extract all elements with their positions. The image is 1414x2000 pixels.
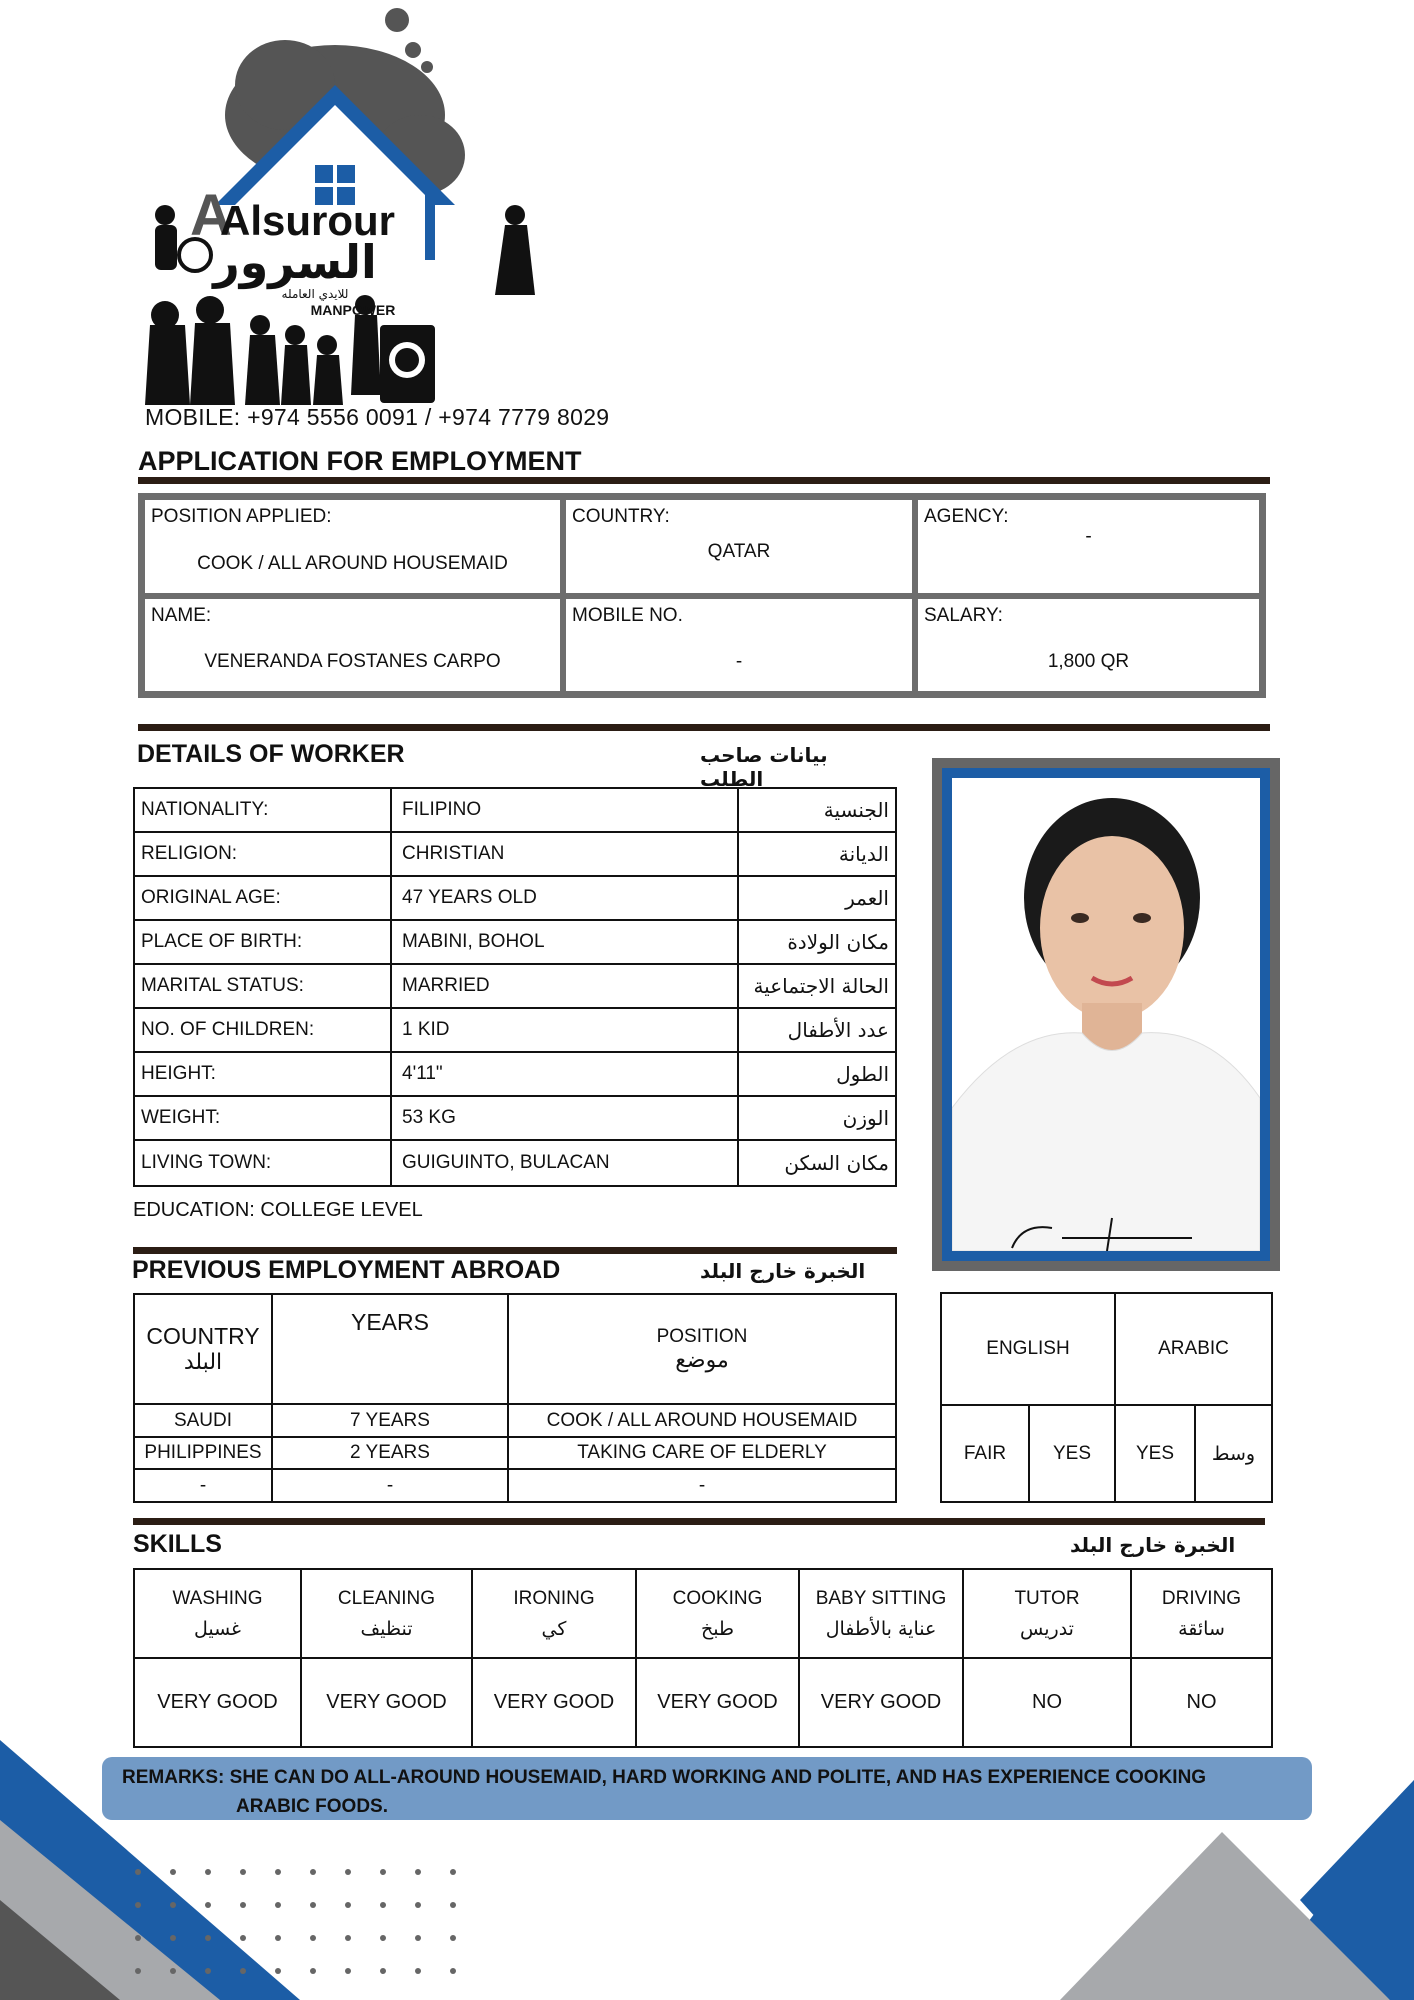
details-label-ar: الطول [738,1052,896,1096]
details-row [134,1140,896,1186]
dot [310,1935,316,1941]
previous-heading-ar: الخبرة خارج البلد [700,1259,866,1283]
dot [450,1968,456,1974]
previous-position: COOK / ALL AROUND HOUSEMAID [508,1404,896,1437]
details-label: NO. OF CHILDREN: [134,1008,391,1052]
page-title: APPLICATION FOR EMPLOYMENT [138,446,582,476]
dot [275,1902,281,1908]
dot [135,1869,141,1875]
skill-name: COOKING [672,1587,763,1609]
dot [240,1935,246,1941]
remarks-line2: ARABIC FOODS. [236,1796,388,1817]
skill-name-ar: تنظيف [360,1617,413,1640]
remarks-box [102,1757,1312,1820]
col-years: YEARS [272,1294,508,1404]
details-row [134,1096,896,1140]
dot [275,1935,281,1941]
details-label-ar: العمر [738,876,896,920]
col-position-ar: موضع [675,1347,729,1373]
skill-name: CLEANING [337,1587,436,1609]
dot [415,1935,421,1941]
logo-sub: MANPOWER [310,302,396,318]
details-row [134,832,896,876]
company-logo [135,5,555,405]
dot [310,1869,316,1875]
dot [450,1869,456,1875]
dot [380,1869,386,1875]
skill-name-ar: غسيل [193,1617,241,1640]
details-label: MARITAL STATUS: [134,964,391,1008]
skill-name-ar: عناية بالأطفال [825,1617,937,1640]
previous-country: - [134,1469,272,1502]
details-label: PLACE OF BIRTH: [134,920,391,964]
position-cell [142,497,563,596]
skill-name: BABY SITTING [815,1587,947,1609]
dot [205,1968,211,1974]
dot [415,1902,421,1908]
dot [135,1902,141,1908]
skill-name-cell [134,1569,301,1658]
details-label: RELIGION: [134,832,391,876]
dot [275,1869,281,1875]
arabic-level: وسط [1195,1405,1272,1502]
details-label-ar: الحالة الاجتماعية [738,964,896,1008]
skill-level: NO [963,1658,1131,1747]
english-level: FAIR [941,1405,1029,1502]
details-row [134,920,896,964]
dot [170,1935,176,1941]
dot [135,1935,141,1941]
dot [415,1869,421,1875]
dot [170,1902,176,1908]
country-label: COUNTRY: [572,506,670,527]
details-label: ORIGINAL AGE: [134,876,391,920]
logo-latin: Alsurour [220,197,396,244]
skills-heading: SKILLS [133,1530,222,1558]
languages-table [940,1292,1273,1503]
details-table [133,787,897,1187]
language-english: ENGLISH [941,1293,1115,1405]
position-value: COOK / ALL AROUND HOUSEMAID [197,552,508,574]
previous-position: - [508,1469,896,1502]
logo-arabic-sub: للايدي العامله [281,287,349,301]
details-value: 4'11" [391,1052,738,1096]
previous-row [134,1437,896,1470]
dot [240,1869,246,1875]
previous-heading: PREVIOUS EMPLOYMENT ABROAD [132,1256,561,1284]
dot [380,1902,386,1908]
skill-name-ar: تدريس [1020,1617,1074,1640]
name-cell [142,596,563,695]
details-label-ar: مكان السكن [738,1140,896,1186]
details-value: GUIGUINTO, BULACAN [391,1140,738,1186]
skill-name-cell [301,1569,472,1658]
previous-years: 2 YEARS [272,1437,508,1470]
details-label-ar: مكان الولادة [738,920,896,964]
dot [240,1902,246,1908]
details-row [134,964,896,1008]
skill-level: VERY GOOD [301,1658,472,1747]
dot-pattern [130,1860,470,2000]
skill-level: VERY GOOD [472,1658,636,1747]
dot [205,1935,211,1941]
dot [450,1902,456,1908]
worker-photo [952,778,1260,1251]
dot [380,1968,386,1974]
svg-text:A: A [190,183,232,248]
skill-name: TUTOR [1014,1587,1080,1609]
dot [345,1902,351,1908]
details-row [134,1052,896,1096]
details-value: CHRISTIAN [391,832,738,876]
previous-country: SAUDI [134,1404,272,1437]
dot [205,1902,211,1908]
details-label: NATIONALITY: [134,788,391,832]
arabic-yes: YES [1115,1405,1195,1502]
details-label: WEIGHT: [134,1096,391,1140]
previous-position: TAKING CARE OF ELDERLY [508,1437,896,1470]
details-label-ar: عدد الأطفال [738,1008,896,1052]
details-value: FILIPINO [391,788,738,832]
skill-name-cell [963,1569,1131,1658]
details-label-ar: الديانة [738,832,896,876]
col-position [508,1294,896,1404]
english-yes: YES [1029,1405,1115,1502]
details-value: 47 YEARS OLD [391,876,738,920]
skill-name-ar: كي [541,1617,567,1640]
dot [240,1968,246,1974]
details-value: 1 KID [391,1008,738,1052]
col-country-ar: البلد [183,1350,223,1376]
previous-row [134,1469,896,1502]
details-label-ar: الجنسية [738,788,896,832]
dot [345,1935,351,1941]
details-heading-ar: بيانات صاحب الطلب [700,743,828,791]
application-summary-table [138,493,1266,698]
skill-name-ar: سائقة [1178,1617,1225,1640]
skill-level: VERY GOOD [799,1658,963,1747]
dot [310,1968,316,1974]
col-country [134,1294,272,1404]
skill-level: NO [1131,1658,1272,1747]
details-row [134,876,896,920]
details-value: MARRIED [391,964,738,1008]
skill-name: WASHING [172,1587,263,1609]
dot [170,1968,176,1974]
skill-name-cell [799,1569,963,1658]
details-label-ar: الوزن [738,1096,896,1140]
previous-employment-table [133,1293,897,1503]
dot [310,1902,316,1908]
skill-name: IRONING [513,1587,595,1609]
dot [345,1869,351,1875]
previous-rule [133,1247,897,1254]
position-label: POSITION APPLIED: [151,506,332,527]
dot [135,1968,141,1974]
dot [275,1968,281,1974]
remarks-line1: REMARKS: SHE CAN DO ALL-AROUND HOUSEMAID, HARD WORKING AND POLITE, AND HAS EXPERIENCE COOKING [122,1767,1207,1788]
skill-level: VERY GOOD [636,1658,799,1747]
salary-label: SALARY: [924,604,1003,626]
previous-years: 7 YEARS [272,1404,508,1437]
mobile-label: MOBILE NO. [572,604,683,626]
skill-name: DRIVING [1161,1587,1242,1609]
skill-name-cell [636,1569,799,1658]
name-label: NAME: [151,604,212,626]
previous-years: - [272,1469,508,1502]
skill-name-ar: طبخ [700,1617,735,1640]
dot [450,1935,456,1941]
dot [170,1869,176,1875]
mobile-value: - [735,651,743,672]
title-rule [138,477,1270,484]
language-arabic: ARABIC [1115,1293,1272,1405]
skills-heading-ar: الخبرة خارج البلد [1070,1533,1236,1557]
details-row [134,1008,896,1052]
salary-value: 1,800 QR [1047,651,1130,672]
country-value: QATAR [707,540,771,562]
logo-arabic: السرور [213,235,377,289]
mobile-cell [563,596,915,695]
previous-row [134,1404,896,1437]
col-position-label: POSITION [656,1325,748,1347]
skill-name-cell [472,1569,636,1658]
details-heading: DETAILS OF WORKER [137,740,405,768]
dot [415,1968,421,1974]
details-value: 53 KG [391,1096,738,1140]
mobile-numbers: MOBILE: +974 5556 0091 / +974 7779 8029 [145,404,610,430]
country-cell [563,497,915,596]
details-value: MABINI, BOHOL [391,920,738,964]
education: EDUCATION: COLLEGE LEVEL [133,1199,423,1221]
dot [345,1968,351,1974]
skill-level: VERY GOOD [134,1658,301,1747]
name-value: VENERANDA FOSTANES CARPO [204,651,501,672]
agency-label: AGENCY: [924,506,1009,527]
details-row [134,788,896,832]
skills-rule [133,1518,1265,1525]
col-country-label: COUNTRY [146,1323,260,1350]
skill-name-cell [1131,1569,1272,1658]
agency-value: - [1085,525,1092,547]
previous-country: PHILIPPINES [134,1437,272,1470]
dot [380,1935,386,1941]
details-label: LIVING TOWN: [134,1140,391,1186]
salary-cell [915,596,1262,695]
section-rule [138,724,1270,731]
details-label: HEIGHT: [134,1052,391,1096]
dot [205,1869,211,1875]
skills-table [133,1568,1273,1748]
agency-cell [915,497,1262,596]
